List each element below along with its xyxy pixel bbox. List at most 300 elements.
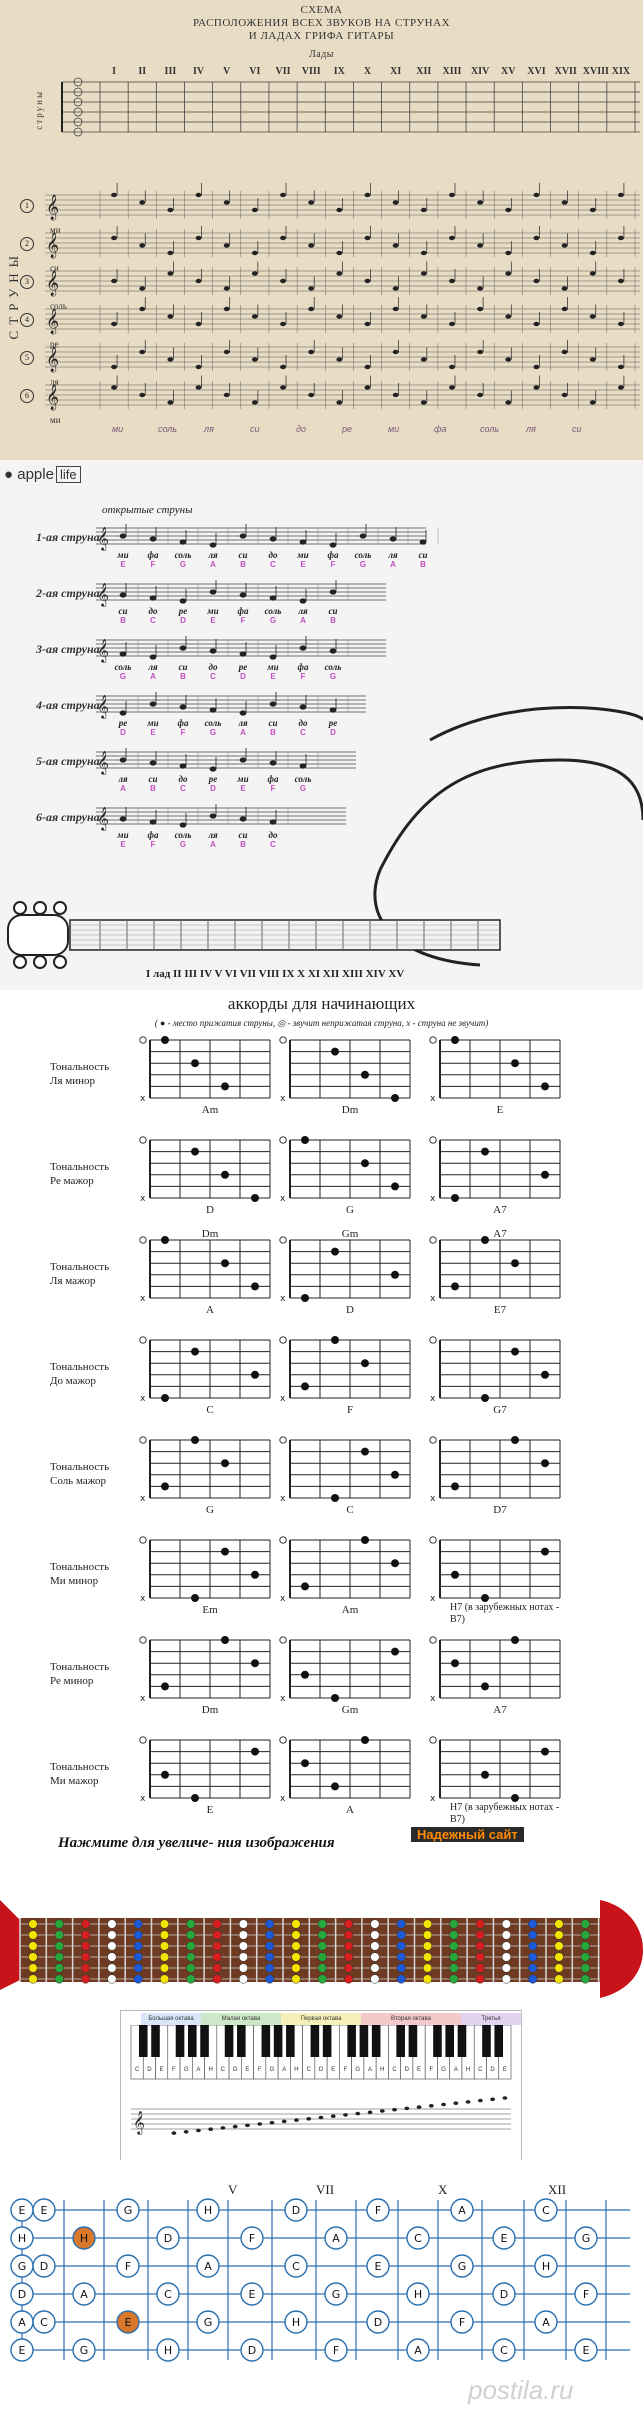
- staff-note: [139, 393, 145, 397]
- note-name: соль: [264, 606, 282, 616]
- staff-note: [196, 385, 202, 389]
- staff-note: [365, 322, 371, 326]
- note-dot: [108, 1964, 117, 1973]
- staff-note: [562, 350, 568, 354]
- staff-note: [139, 200, 145, 204]
- note-dot: [555, 1975, 564, 1984]
- note-dot: [528, 1920, 537, 1929]
- open-string-mark: [280, 1037, 286, 1043]
- chord-name: D: [346, 1304, 354, 1316]
- note-dot: [555, 1953, 564, 1962]
- key-letter: G: [355, 2067, 361, 2073]
- staff-note: [365, 365, 371, 369]
- chord-dot: [361, 1159, 369, 1167]
- fret-number: XIV: [470, 66, 490, 77]
- note-dot: [371, 1953, 380, 1962]
- staff-note: [477, 350, 483, 354]
- fret-note-letter: H: [541, 2260, 551, 2273]
- fret-roman-mark: VII: [316, 2182, 335, 2197]
- staff-note: [449, 365, 455, 369]
- note-dot: [344, 1964, 353, 1973]
- scale-note: [392, 2108, 397, 2112]
- note-dot: [239, 1964, 248, 1973]
- chord-dot: [221, 1459, 229, 1467]
- note-dot: [160, 1920, 169, 1929]
- handwritten-note: ми: [112, 424, 124, 434]
- treble-clef: 𝄞: [46, 271, 60, 296]
- scale-note: [233, 2125, 238, 2129]
- note-head: [180, 645, 187, 650]
- handwritten-note: ре: [342, 424, 353, 434]
- note-dot: [581, 1975, 590, 1984]
- staff-note: [533, 365, 539, 369]
- note-head: [390, 536, 397, 541]
- color-fretboard-panel: [0, 1880, 643, 2000]
- chord-dot: [331, 1694, 339, 1702]
- staff-note: [224, 200, 230, 204]
- note-name: ми: [117, 550, 129, 560]
- chord-dot: [481, 1682, 489, 1690]
- fret-note-letter: C: [164, 2288, 172, 2301]
- note-dot: [134, 1931, 143, 1940]
- fret-note-letter: A: [332, 2232, 340, 2245]
- staff-note: [562, 200, 568, 204]
- scale-note: [478, 2099, 483, 2103]
- note-dot: [265, 1942, 274, 1951]
- note-dot: [555, 1942, 564, 1951]
- octave-header: Третья: [461, 2013, 521, 2025]
- staff-note: [336, 271, 342, 275]
- note-dot: [502, 1964, 511, 1973]
- staff-note: [111, 385, 117, 389]
- staff-note: [196, 322, 202, 326]
- chord-dot: [331, 1782, 339, 1790]
- chord-diagrams: [0, 990, 643, 1880]
- note-head: [120, 710, 127, 715]
- chord-dot: [391, 1648, 399, 1656]
- site-badge: Надежный сайт: [411, 1827, 524, 1842]
- chord-dot: [221, 1259, 229, 1267]
- string-name: ля: [50, 377, 59, 387]
- note-dot: [502, 1942, 511, 1951]
- key-letter: E: [159, 2067, 164, 2073]
- staff-note: [224, 286, 230, 290]
- fret-note-letter: G: [79, 2344, 89, 2357]
- note-letter: B: [330, 616, 336, 625]
- chord-dot: [511, 1794, 519, 1802]
- muted-string-mark: x: [430, 1194, 436, 1204]
- note-name: фа: [177, 718, 189, 728]
- note-letter: A: [300, 616, 306, 625]
- note-dot: [344, 1975, 353, 1984]
- key-letter: F: [257, 2067, 262, 2073]
- note-name: си: [118, 606, 128, 616]
- note-dot: [81, 1920, 90, 1929]
- string-label: 2-ая струна: [36, 586, 100, 600]
- staff-note: [449, 193, 455, 197]
- note-letter: C: [180, 784, 186, 793]
- scale-note: [306, 2117, 311, 2121]
- key-letter: E: [417, 2067, 422, 2073]
- note-dot: [108, 1953, 117, 1962]
- note-head: [120, 533, 127, 538]
- note-letter: G: [269, 616, 277, 625]
- note-head: [300, 704, 307, 709]
- note-head: [300, 763, 307, 768]
- staff-note: [139, 243, 145, 247]
- key-letter: E: [502, 2067, 507, 2073]
- treble-clef: 𝄞: [133, 2110, 145, 2134]
- staff-note: [618, 279, 624, 283]
- scale-note: [196, 2129, 201, 2133]
- note-dot: [450, 1920, 459, 1929]
- chord-dot: [251, 1748, 259, 1756]
- fret-number: XII: [416, 66, 432, 77]
- chord-dot: [451, 1482, 459, 1490]
- note-letter: A: [150, 672, 156, 681]
- fret-note-letter: C: [414, 2232, 422, 2245]
- note-dot: [318, 1953, 327, 1962]
- note-dot: [29, 1920, 38, 1929]
- black-key: [482, 2025, 491, 2057]
- black-key: [323, 2025, 332, 2057]
- fret-note-letter: G: [457, 2260, 467, 2273]
- open-string-mark: [140, 1737, 146, 1743]
- note-name: фа: [267, 774, 279, 784]
- fret-note-letter: G: [123, 2204, 133, 2217]
- staff-note: [505, 357, 511, 361]
- note-name: си: [238, 830, 248, 840]
- staff-note: [167, 208, 173, 212]
- fret-note-letter: D: [373, 2316, 383, 2329]
- note-letter: B: [240, 840, 246, 849]
- note-dot: [160, 1931, 169, 1940]
- note-name: ля: [388, 550, 398, 560]
- note-head: [210, 542, 217, 547]
- note-dot: [81, 1931, 90, 1940]
- note-letter: G: [359, 560, 367, 569]
- staff-note: [252, 208, 258, 212]
- note-dot: [108, 1975, 117, 1984]
- note-dot: [265, 1931, 274, 1940]
- fret-note-letter: E: [248, 2288, 256, 2301]
- note-head: [150, 595, 157, 600]
- note-dot: [423, 1931, 432, 1940]
- note-dot: [555, 1964, 564, 1973]
- chord-name: A: [346, 1804, 354, 1816]
- key-name: Ля мажор: [50, 1275, 96, 1287]
- strings-side-label-bottom: СТРУНЫ: [6, 250, 21, 340]
- note-name: фа: [147, 550, 159, 560]
- note-letter: A: [210, 560, 216, 569]
- fret-number: IV: [192, 66, 205, 77]
- note-dot: [292, 1920, 301, 1929]
- key-letter: H: [465, 2067, 471, 2073]
- chord-dot: [251, 1659, 259, 1667]
- note-head: [270, 536, 277, 541]
- fret-note-letter: F: [582, 2288, 590, 2301]
- string-name: ре: [50, 339, 59, 349]
- staff-note: [533, 322, 539, 326]
- fret-note-letter: G: [331, 2288, 341, 2301]
- treble-clef: 𝄞: [97, 582, 109, 606]
- chord-dot: [391, 1559, 399, 1567]
- handwritten-note: ля: [204, 424, 214, 434]
- scale-note: [282, 2120, 287, 2124]
- staff-note: [421, 314, 427, 318]
- key-letter: D: [147, 2067, 152, 2073]
- note-name: соль: [204, 718, 222, 728]
- note-dot: [371, 1942, 380, 1951]
- handwritten-note: си: [572, 424, 582, 434]
- muted-string-mark: x: [140, 1794, 146, 1804]
- note-dot: [239, 1942, 248, 1951]
- note-dot: [187, 1975, 196, 1984]
- note-head: [240, 710, 247, 715]
- staff-note: [308, 307, 314, 311]
- key-letter: H: [380, 2067, 385, 2073]
- note-dot: [81, 1953, 90, 1962]
- fret-note-letter: E: [500, 2232, 508, 2245]
- piano-octaves-panel: [0, 2010, 643, 2160]
- open-string-mark: [430, 1137, 436, 1143]
- fret-note-letter: F: [248, 2232, 256, 2245]
- scale-note: [319, 2116, 324, 2120]
- muted-string-mark: x: [140, 1594, 146, 1604]
- staff-note: [196, 279, 202, 283]
- black-key: [409, 2025, 418, 2057]
- string-label: 3-ая струна: [36, 642, 100, 656]
- fret-note-letter: D: [163, 2232, 173, 2245]
- staff-note: [308, 393, 314, 397]
- chord-name: Gm: [341, 1704, 359, 1716]
- note-head: [120, 651, 127, 656]
- note-dot: [476, 1942, 485, 1951]
- note-dot: [397, 1931, 406, 1940]
- open-string-mark: [140, 1637, 146, 1643]
- note-name: соль: [174, 830, 192, 840]
- scale-note: [355, 2112, 360, 2116]
- scale-note: [441, 2103, 446, 2107]
- treble-clef: 𝄞: [97, 694, 109, 718]
- staff-note: [280, 322, 286, 326]
- chord-dot: [301, 1136, 309, 1144]
- piano-keyboard: [121, 2025, 521, 2160]
- staff-note: [224, 393, 230, 397]
- chord-name-above: A7: [493, 1228, 507, 1240]
- staff-note: [590, 400, 596, 404]
- note-letter: G: [299, 784, 307, 793]
- note-letter: B: [270, 728, 276, 737]
- note-letter: D: [210, 784, 216, 793]
- fret-number: IX: [333, 66, 345, 77]
- note-letter: F: [240, 616, 246, 625]
- note-letter: D: [330, 728, 336, 737]
- muted-string-mark: x: [140, 1394, 146, 1404]
- note-dot: [502, 1920, 511, 1929]
- note-dot: [213, 1964, 222, 1973]
- scale-note: [172, 2131, 177, 2135]
- note-dot: [423, 1953, 432, 1962]
- staff-note: [111, 365, 117, 369]
- chord-dot: [221, 1548, 229, 1556]
- note-head: [150, 536, 157, 541]
- open-string-mark: [140, 1037, 146, 1043]
- scheme-title-line-2: РАСПОЛОЖЕНИЯ ВСЕХ ЗВУКОВ НА СТРУНАХ: [192, 17, 451, 29]
- open-note-letter: G: [17, 2260, 27, 2273]
- fret-note-letter: D: [291, 2204, 301, 2217]
- staff-note: [590, 357, 596, 361]
- staff-note: [365, 236, 371, 240]
- note-head: [330, 542, 337, 547]
- note-letter: E: [240, 784, 246, 793]
- note-dot: [55, 1920, 64, 1929]
- staff-note: [562, 243, 568, 247]
- note-head: [270, 819, 277, 824]
- staff-note: [393, 243, 399, 247]
- note-head: [210, 707, 217, 712]
- staff-note: [421, 208, 427, 212]
- staff-note: [280, 236, 286, 240]
- scale-note: [221, 2126, 226, 2130]
- staff-note: [224, 350, 230, 354]
- open-string-mark: [140, 1337, 146, 1343]
- staff-note: [167, 251, 173, 255]
- chord-dot: [361, 1736, 369, 1744]
- fret-number: XV: [501, 66, 516, 77]
- open-note-letter: E: [18, 2344, 26, 2357]
- fret-note-letter: H: [413, 2288, 423, 2301]
- chord-name: D: [206, 1204, 214, 1216]
- note-dot: [528, 1931, 537, 1940]
- fret-roman-mark: XII: [548, 2182, 567, 2197]
- note-name: ля: [208, 830, 218, 840]
- chord-name: G: [206, 1504, 214, 1516]
- fret-note-letter: D: [499, 2288, 509, 2301]
- key-letter: A: [282, 2067, 287, 2073]
- note-head: [150, 654, 157, 659]
- note-dot: [55, 1975, 64, 1984]
- treble-clef: 𝄞: [97, 806, 109, 830]
- scale-note: [404, 2107, 409, 2111]
- staff-note: [252, 357, 258, 361]
- fret-number: III: [164, 66, 177, 77]
- note-head: [180, 539, 187, 544]
- note-dot: [29, 1931, 38, 1940]
- chord-dot: [251, 1371, 259, 1379]
- chord-dot: [301, 1382, 309, 1390]
- chord-dot: [221, 1171, 229, 1179]
- black-key: [360, 2025, 369, 2057]
- chord-dot: [161, 1036, 169, 1044]
- key-letter: D: [404, 2067, 409, 2073]
- staff-note: [533, 236, 539, 240]
- staff-note: [167, 357, 173, 361]
- chord-dot: [481, 1771, 489, 1779]
- note-dot: [292, 1942, 301, 1951]
- staff-note: [111, 322, 117, 326]
- note-dot: [423, 1942, 432, 1951]
- chord-dot: [301, 1582, 309, 1590]
- scale-note: [429, 2104, 434, 2108]
- chord-dot: [391, 1271, 399, 1279]
- scale-note: [417, 2105, 422, 2109]
- key-label: Тональность: [50, 1561, 110, 1573]
- treble-clef: 𝄞: [97, 750, 109, 774]
- black-key: [458, 2025, 467, 2057]
- note-dot: [581, 1942, 590, 1951]
- fret-note-letter: F: [124, 2260, 132, 2273]
- note-dot: [187, 1953, 196, 1962]
- staff-note: [111, 193, 117, 197]
- fret-note-letter: H: [291, 2316, 301, 2329]
- staff-note: [477, 286, 483, 290]
- note-letter: D: [120, 728, 126, 737]
- chord-dot: [391, 1182, 399, 1190]
- note-dot: [371, 1931, 380, 1940]
- fret-note-letter: C: [40, 2316, 48, 2329]
- treble-clef: 𝄞: [46, 309, 60, 334]
- handwritten-note: до: [296, 424, 306, 434]
- chord-dot: [511, 1436, 519, 1444]
- note-name: до: [148, 606, 158, 616]
- octave-header: Вторая октава: [361, 2013, 461, 2025]
- staff-note: [505, 251, 511, 255]
- handwritten-note: си: [250, 424, 260, 434]
- chord-dot: [451, 1282, 459, 1290]
- chord-dot: [361, 1536, 369, 1544]
- open-string-mark: [430, 1237, 436, 1243]
- note-head: [210, 813, 217, 818]
- black-key: [433, 2025, 442, 2057]
- note-dot: [213, 1920, 222, 1929]
- chord-dot: [361, 1448, 369, 1456]
- note-dot: [292, 1931, 301, 1940]
- frets-label: Лады: [308, 49, 335, 60]
- key-letter: G: [269, 2067, 275, 2073]
- note-dot: [476, 1953, 485, 1962]
- fret-note-letter: H: [163, 2344, 173, 2357]
- chord-name-above: Dm: [201, 1228, 219, 1240]
- note-letter: B: [240, 560, 246, 569]
- note-dot: [55, 1942, 64, 1951]
- staff-note: [280, 365, 286, 369]
- note-name: ля: [298, 606, 308, 616]
- note-name: си: [178, 662, 188, 672]
- key-letter: G: [183, 2067, 189, 2073]
- note-letter: C: [270, 840, 276, 849]
- note-dot: [502, 1931, 511, 1940]
- chord-dot: [481, 1594, 489, 1602]
- note-head: [360, 533, 367, 538]
- note-dot: [134, 1953, 143, 1962]
- chord-dot: [191, 1794, 199, 1802]
- chord-name: Dm: [201, 1704, 219, 1716]
- open-string-mark: [280, 1137, 286, 1143]
- staff-note: [477, 307, 483, 311]
- chord-dot: [451, 1659, 459, 1667]
- staff-note: [167, 271, 173, 275]
- note-letter: F: [300, 672, 306, 681]
- note-dot: [318, 1964, 327, 1973]
- note-dot: [29, 1964, 38, 1973]
- note-dot: [29, 1942, 38, 1951]
- note-dot: [371, 1964, 380, 1973]
- guitar-neck-drawing: [0, 890, 643, 980]
- enlarge-link[interactable]: Нажмите для увеличе- ния изображения: [58, 1835, 335, 1851]
- treble-clef: 𝄞: [46, 385, 60, 410]
- note-dot: [555, 1931, 564, 1940]
